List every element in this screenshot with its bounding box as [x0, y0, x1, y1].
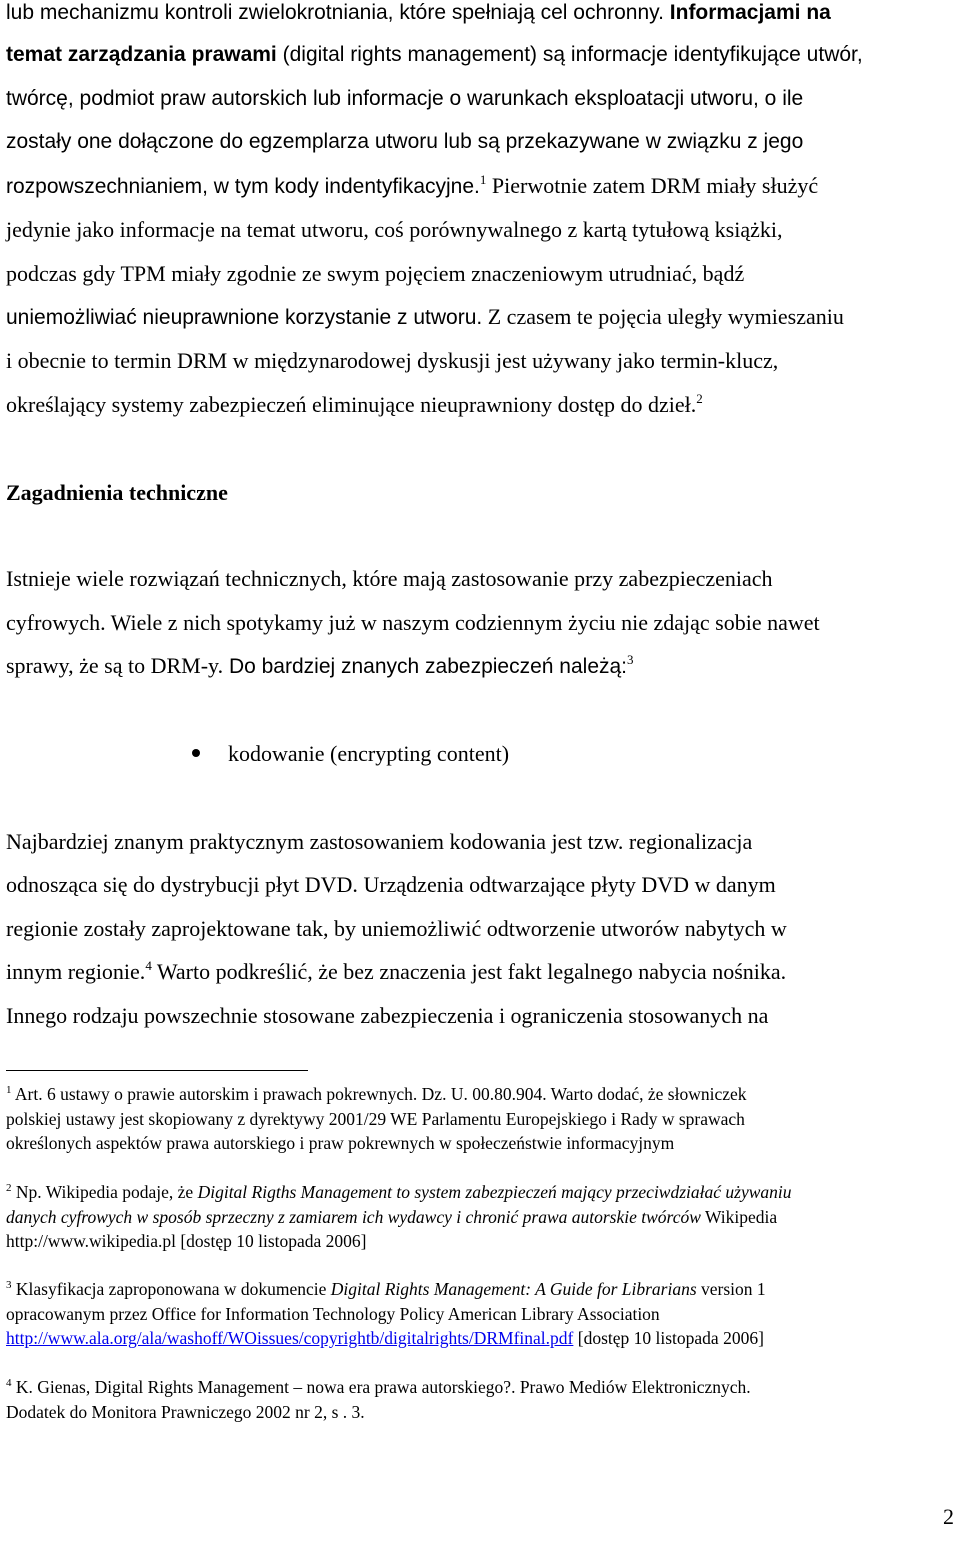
bold-term: temat zarządzania prawami — [6, 43, 277, 66]
body-line: twórcę, podmiot praw autorskich lub informacje o warunkach eksploatacji utworu, o ile — [6, 87, 804, 110]
footnote-2 — [6, 1180, 792, 1204]
body-line — [6, 651, 634, 682]
text-run: rozpowszechnianiem, w tym kody indentyfikacyjne. — [6, 175, 480, 198]
body-line: Istnieje wiele rozwiązań technicznych, które mają zastosowanie przy zabezpieczeniach — [6, 566, 773, 591]
bold-term: Informacjami na — [669, 1, 831, 24]
text-run: Z czasem te pojęcia uległy wymieszaniu — [482, 304, 844, 329]
footnote-separator — [6, 1070, 308, 1071]
list-item: kodowanie (encrypting content) — [228, 741, 510, 766]
body-line: Najbardziej znanym praktycznym zastosowaniem kodowania jest tzw. regionalizacja — [6, 829, 753, 854]
body-line — [6, 302, 844, 333]
footnote-title: Digital Rights Management: A Guide for Librarians — [330, 1279, 697, 1299]
text-run: określający systemy zabezpieczeń eliminujące nieuprawniony dostęp do dzieł. — [6, 392, 697, 417]
body-line: i obecnie to termin DRM w międzynarodowej dyskusji jest używany jako termin-klucz, — [6, 348, 779, 373]
footnote-line: polskiej ustawy jest skopiowany z dyrektywy 2001/29 WE Parlamentu Europejskiego i Rady w sprawach — [6, 1109, 745, 1129]
text-run: innym regionie. — [6, 959, 146, 984]
footnote-line — [6, 1205, 777, 1229]
text-run: lub mechanizmu kontroli zwielokrotniania, które spełniają cel ochronny. — [6, 1, 670, 24]
body-line: podczas gdy TPM miały zgodnie ze swym pojęciem znaczeniowym utrudniać, bądź — [6, 261, 745, 286]
footnote-number: 4 — [6, 1377, 12, 1389]
footnote-line: Dodatek do Monitora Prawniczego 2002 nr 2, s . 3. — [6, 1402, 365, 1422]
body-line — [6, 957, 786, 987]
footnote-text: version 1 — [696, 1279, 766, 1299]
text-run: uniemożliwiać nieuprawnione korzystanie z utworu. — [6, 306, 483, 329]
text-run: Warto podkreślić, że bez znaczenia jest fakt legalnego nabycia nośnika. — [151, 959, 787, 984]
text-run: odnosząca się do dystrybucji płyt DVD. — [6, 872, 358, 897]
footnote-quote: Digital Rigths Management to system zabezpieczeń mający przeciwdziałać używaniu — [197, 1182, 792, 1202]
text-run: Pierwotnie zatem DRM miały służyć — [486, 173, 819, 198]
footnote-text: Np. Wikipedia podaje, że — [11, 1182, 198, 1202]
footnote-quote: danych cyfrowych w sposób sprzeczny z zamiarem ich wydawcy i chronić prawa autorskie twórców — [6, 1207, 701, 1227]
body-line — [6, 390, 703, 420]
body-line: jedynie jako informacje na temat utworu, coś porównywalnego z kartą tytułową książki, — [6, 217, 783, 242]
body-line: zostały one dołączone do egzemplarza utworu lub są przekazywane w związku z jego — [6, 130, 804, 153]
footnote-number: 2 — [6, 1182, 12, 1194]
bullet-icon — [192, 749, 200, 757]
body-line — [6, 870, 776, 900]
text-run: sprawy, że są to DRM-y. — [6, 653, 224, 678]
footnote-number: 3 — [6, 1279, 12, 1291]
footnote-text: Klasyfikacja zaproponowana w dokumencie — [11, 1279, 331, 1299]
text-run: Urządzenia odtwarzające płyty DVD w danym — [357, 872, 776, 897]
footnote-number: 1 — [6, 1084, 12, 1096]
body-line: regionie zostały zaprojektowane tak, by uniemożliwić odtworzenie utworów nabytych w — [6, 916, 787, 941]
footnote-text: Wikipedia — [700, 1207, 778, 1227]
body-line: cyfrowych. Wiele z nich spotykamy już w naszym codziennym życiu nie zdając sobie nawet — [6, 610, 820, 635]
footnote-link[interactable]: http://www.ala.org/ala/washoff/WOissues/copyrightb/digitalrights/DRMfinal.pdf — [6, 1328, 574, 1348]
footnote-ref[interactable]: 2 — [696, 391, 703, 406]
footnote-4 — [6, 1375, 751, 1399]
footnote-3 — [6, 1277, 766, 1301]
footnote-ref[interactable]: 3 — [627, 652, 634, 667]
footnote-line: opracowanym przez Office for Information Technology Policy American Library Association — [6, 1304, 660, 1324]
footnote-text: K. Gienas, Digital Rights Management – nowa era prawa autorskiego?. Prawo Mediów Elektronicznych. — [11, 1377, 751, 1397]
footnote-line — [6, 1326, 764, 1350]
footnote-text: Art. 6 ustawy o prawie autorskim i prawach pokrewnych. Dz. U. 00.80.904. Warto dodać, że słowniczek — [11, 1084, 747, 1104]
footnote-line: http://www.wikipedia.pl [dostęp 10 listopada 2006] — [6, 1231, 367, 1251]
footnote-ref[interactable]: 1 — [479, 172, 487, 187]
body-line — [6, 40, 863, 70]
body-line — [6, 171, 818, 202]
footnote-line: określonych aspektów prawa autorskiego i praw pokrewnych w społeczeństwie informacyjnym — [6, 1133, 675, 1153]
text-run: Do bardziej znanych zabezpieczeń należą: — [223, 655, 628, 678]
footnote-text: [dostęp 10 listopada 2006] — [573, 1328, 764, 1348]
section-heading: Zagadnienia techniczne — [6, 480, 228, 505]
page-number: 2 — [943, 1504, 954, 1529]
text-run: (digital rights management) są informacje identyfikujące utwór, — [276, 43, 863, 66]
footnote-1 — [6, 1082, 747, 1106]
footnote-ref[interactable]: 4 — [145, 958, 152, 973]
body-line: Innego rodzaju powszechnie stosowane zabezpieczenia i ograniczenia stosowanych na — [6, 1003, 769, 1028]
body-line — [6, 0, 831, 28]
